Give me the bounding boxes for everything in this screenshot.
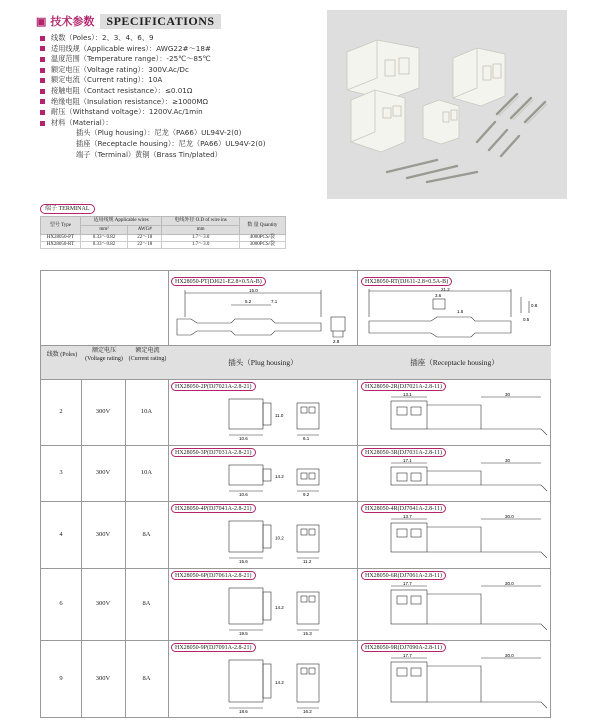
plug-height-dim: 11.0 bbox=[275, 413, 284, 418]
th-qty: 数 量 Quantity bbox=[239, 217, 285, 235]
rt-d-dim: 0.5 bbox=[523, 317, 530, 322]
receptacle-drawing bbox=[371, 459, 549, 497]
table-row: HX28050-PT 0.33～0.82 22～18 1.7～3.0 4000PCS/袋 bbox=[41, 235, 286, 242]
plug-width-dim: 15.6 bbox=[239, 559, 248, 564]
bullet-icon bbox=[40, 110, 45, 115]
plug-part-label: HX28050-2P(DJ7021A-2.8-21) bbox=[171, 382, 256, 391]
spec-item: 绝缘电阻（Insulation resistance）：≥1000MΩ bbox=[40, 97, 266, 108]
plug-width-dim: 18.6 bbox=[239, 709, 248, 714]
plug-width2-dim: 15.3 bbox=[303, 631, 312, 636]
plug-drawing bbox=[219, 654, 349, 714]
row-current: 8A bbox=[142, 600, 151, 607]
plug-height-dim: 14.2 bbox=[275, 605, 284, 610]
rec-len-dim: 30.0 bbox=[505, 582, 514, 586]
plug-height-dim: 14.2 bbox=[275, 474, 284, 479]
plug-drawing bbox=[219, 515, 349, 564]
material-item: 插座（Receptacle housing）：尼龙（PA66）UL94V-2(0) bbox=[76, 138, 266, 148]
row-current: 8A bbox=[142, 675, 151, 682]
material-item: 端子（Terminal）黄铜（Brass Tin/plated） bbox=[76, 149, 222, 159]
bullet-icon bbox=[40, 89, 45, 94]
bullet-icon bbox=[40, 57, 45, 62]
plug-width2-dim: 16.2 bbox=[303, 709, 312, 714]
th-mm: mm² bbox=[80, 226, 127, 235]
row-voltage: 300V bbox=[95, 600, 111, 607]
product-photo bbox=[327, 10, 567, 199]
th-od-unit: mm bbox=[162, 226, 239, 235]
receptacle-drawing bbox=[371, 582, 549, 636]
rec-width-dim: 13.1 bbox=[403, 393, 412, 397]
header-current: 额定电流 (Current rating) bbox=[128, 348, 167, 362]
spec-title-en: SPECIFICATIONS bbox=[100, 14, 220, 29]
plug-height-dim: 14.2 bbox=[275, 680, 284, 685]
pt-b-dim: 7.1 bbox=[271, 299, 278, 304]
th-awg: AWG# bbox=[128, 226, 162, 235]
rt-a-dim: 3.6 bbox=[435, 293, 442, 298]
th-od: 电线外径 O.D of wire ins bbox=[162, 217, 239, 226]
receptacle-drawing bbox=[371, 393, 549, 441]
spec-title-cn: 技术参数 bbox=[50, 15, 95, 28]
spec-item: 额定电流（Current rating）：10A bbox=[40, 75, 266, 86]
rec-width-dim: 13.7 bbox=[403, 515, 412, 519]
plug-width-dim: 10.6 bbox=[239, 436, 248, 441]
plug-drawing bbox=[219, 393, 349, 441]
row-poles: 9 bbox=[59, 675, 63, 682]
row-current: 8A bbox=[142, 530, 151, 538]
bullet-icon bbox=[40, 68, 45, 73]
receptacle-drawing bbox=[371, 515, 549, 564]
rec-part-label: HX28050-2R(DJ7021A-2.8-11) bbox=[361, 382, 446, 391]
plug-drawing bbox=[219, 459, 349, 497]
plug-width2-dim: 6.1 bbox=[303, 436, 310, 441]
title-mark-icon: ▣ bbox=[36, 15, 47, 28]
row-voltage: 300V bbox=[95, 675, 111, 682]
bullet-icon bbox=[40, 121, 45, 126]
terminal-section-label: 端子 TERMINAL bbox=[40, 204, 95, 214]
rec-width-dim: 17.7 bbox=[403, 582, 412, 586]
spec-item: 额定电压（Voltage rating）：300V.Ac/Dc bbox=[40, 65, 266, 76]
row-current: 10A bbox=[140, 469, 153, 476]
plug-part-label: HX28050-6P(DJ7061A-2.8-21) bbox=[171, 571, 256, 580]
rec-len-dim: 30.0 bbox=[505, 515, 514, 519]
rec-width-dim: 17.1 bbox=[403, 459, 412, 463]
row-voltage: 300V bbox=[95, 469, 111, 476]
th-type: 型号 Type bbox=[41, 217, 81, 235]
bullet-icon bbox=[40, 78, 45, 83]
spec-list bbox=[40, 33, 266, 160]
housing-grid bbox=[40, 270, 551, 718]
row-poles: 3 bbox=[59, 469, 63, 476]
rt-len-dim: 21.2 bbox=[441, 287, 450, 292]
header-plug: 插头（Plug housing） bbox=[228, 358, 298, 367]
material-item: 插头（Plug housing）：尼龙（PA66）UL94V-2(0) bbox=[76, 128, 242, 138]
plug-width2-dim: 11.2 bbox=[303, 559, 312, 564]
rec-len-dim: 30 bbox=[505, 459, 511, 463]
connector-photo-illustration bbox=[327, 10, 567, 199]
rec-width-dim: 17.7 bbox=[403, 654, 412, 658]
plug-part-label: HX28050-4P(DJ7041A-2.8-21) bbox=[171, 504, 256, 513]
pt-h-dim: 2.8 bbox=[333, 339, 340, 343]
rt-b-dim: 1.5 bbox=[457, 309, 464, 314]
row-voltage: 300V bbox=[95, 408, 111, 415]
header-poles: 线数 (Poles) bbox=[46, 352, 78, 358]
plug-width-dim: 19.5 bbox=[239, 631, 248, 636]
rt-terminal-drawing bbox=[361, 287, 549, 343]
rt-c-dim: 0.8 bbox=[531, 303, 538, 308]
table-row: HX28050-RT 0.33～0.82 22～18 1.7～3.0 3000PCS/袋 bbox=[41, 242, 286, 249]
spec-item: 线数（Poles）：2、3、4、6、9 bbox=[40, 33, 266, 44]
plug-drawing bbox=[219, 582, 349, 636]
pt-len-dim: 15.0 bbox=[249, 288, 258, 293]
spec-item: 适用线规（Applicable wires）：AWG22#～18# bbox=[40, 44, 266, 55]
th-wires: 适用线规 Applicable wires bbox=[80, 217, 162, 226]
bullet-icon bbox=[40, 36, 45, 41]
bullet-icon bbox=[40, 99, 45, 104]
rt-part-label: HX28050-RT(DJ611-2.8×0.5A-B) bbox=[361, 277, 452, 286]
spec-item: 温度范围（Temperature range）：-25℃～85℃ bbox=[40, 54, 266, 65]
plug-height-dim: 10.2 bbox=[275, 535, 284, 541]
spec-item: 耐压（Withstand voltage）：1200V.Ac/1min bbox=[40, 107, 266, 118]
plug-part-label: HX28050-9P(DJ7091A-2.8-21) bbox=[171, 643, 256, 652]
header-voltage: 额定电压 (Voltage rating) bbox=[85, 348, 123, 362]
pt-terminal-drawing bbox=[171, 287, 355, 343]
pt-part-label: HX28050-PT(DJ621-E2.8×0.5A-B) bbox=[171, 277, 266, 286]
row-poles: 6 bbox=[59, 600, 63, 607]
plug-part-label: HX28050-3P(DJ7031A-2.8-21) bbox=[171, 448, 256, 457]
rec-part-label: HX28050-9R(DJ7090A-2.8-11) bbox=[361, 643, 446, 652]
header-receptacle: 插座（Receptacle housing） bbox=[410, 358, 499, 367]
spec-item: 材料（Material）： bbox=[40, 118, 266, 129]
row-voltage: 300V bbox=[95, 530, 111, 538]
rec-len-dim: 30 bbox=[505, 393, 511, 397]
spec-title bbox=[36, 14, 221, 28]
row-poles: 4 bbox=[59, 530, 63, 538]
bullet-icon bbox=[40, 46, 45, 51]
row-current: 10A bbox=[140, 408, 153, 415]
spec-item: 接触电阻（Contact resistance）：≤0.01Ω bbox=[40, 86, 266, 97]
rec-len-dim: 30.0 bbox=[505, 654, 514, 658]
row-poles: 2 bbox=[59, 408, 63, 415]
terminal-table bbox=[40, 216, 286, 249]
rec-part-label: HX28050-3R(DJ7031A-2.8-11) bbox=[361, 448, 446, 457]
rec-part-label: HX28050-6R(DJ7061A-2.8-11) bbox=[361, 571, 446, 580]
rec-part-label: HX28050-4R(DJ7041A-2.8-11) bbox=[361, 504, 446, 513]
receptacle-drawing bbox=[371, 654, 549, 714]
plug-width2-dim: 9.2 bbox=[303, 492, 310, 497]
pt-a-dim: 5.2 bbox=[245, 299, 252, 304]
plug-width-dim: 10.6 bbox=[239, 492, 248, 497]
